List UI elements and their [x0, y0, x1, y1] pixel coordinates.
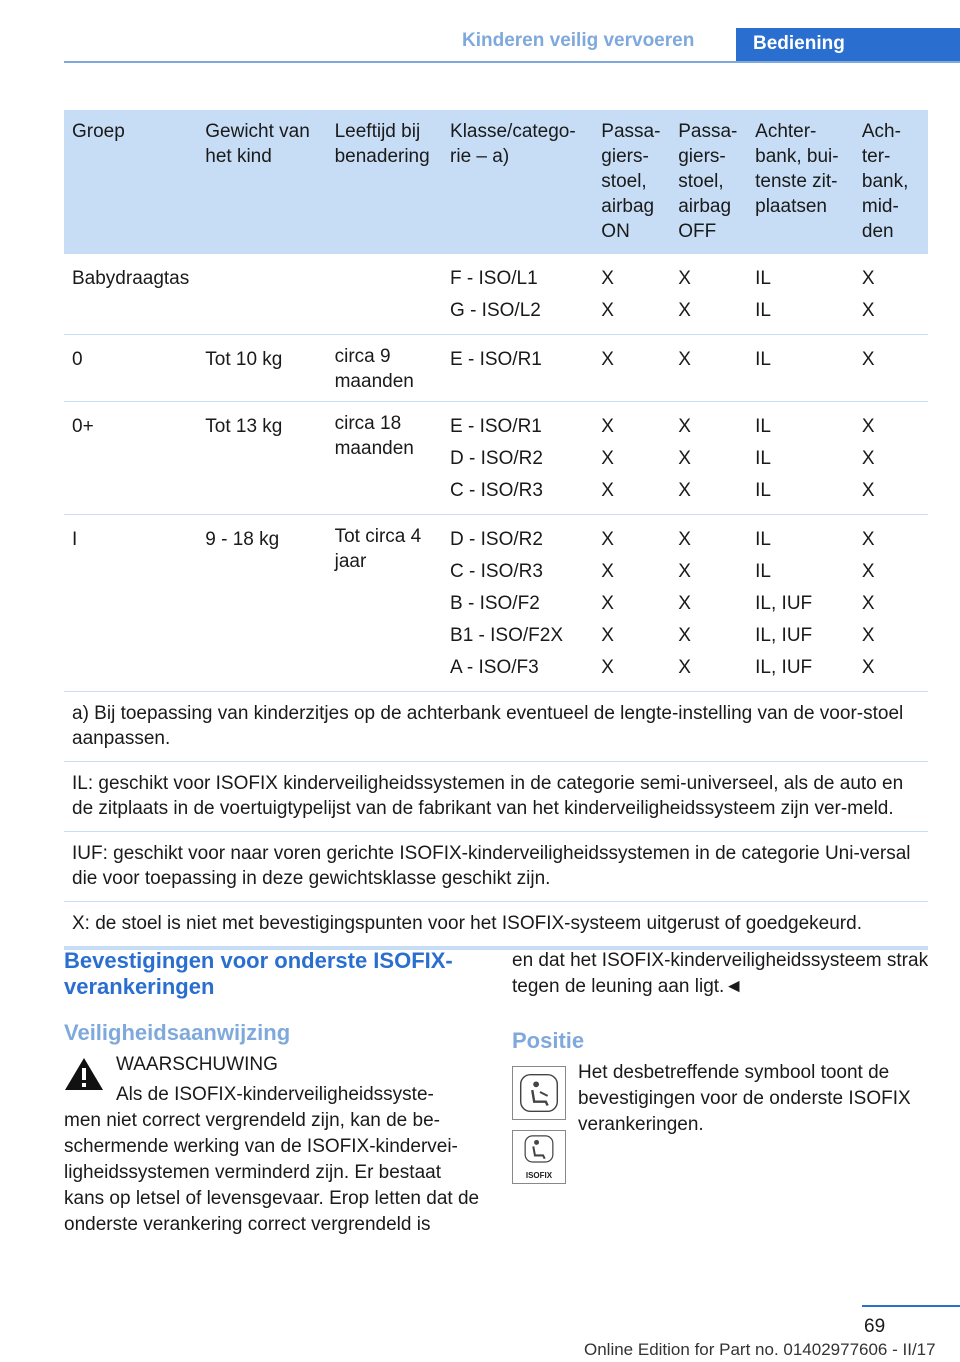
cell-groep: 0+	[64, 402, 197, 515]
cell-line: IL	[755, 448, 771, 469]
cell-line: X	[601, 268, 614, 289]
table-note: IL: geschikt voor ISOFIX kinderveiligheidssystemen in de categorie semi-universeel, als de auto en de zitplaats in de voertuigtypelijst van de fabrikant van het kinderveiligheidssysteem zijn ver-meld.	[64, 762, 928, 832]
cell-off	[670, 402, 747, 515]
isofix-symbol-label: ISOFIX	[525, 1171, 553, 1180]
cell-line: X	[861, 480, 875, 501]
table-note: X: de stoel is niet met bevestigingspunten voor het ISOFIX-systeem uitgerust of goedgekeurd.	[64, 902, 928, 949]
cell-line: IL	[755, 529, 771, 550]
cell-line: X	[601, 529, 614, 550]
cell-gewicht: Tot 13 kg	[197, 402, 326, 515]
cell-klasse	[442, 402, 593, 515]
warning-icon	[64, 1056, 104, 1092]
cell-line: IL, IUF	[755, 593, 813, 614]
cell-off	[670, 515, 747, 692]
cell-on	[593, 402, 670, 515]
cell-line: X	[601, 625, 614, 646]
cell-midden	[854, 335, 928, 402]
cell-line: X	[861, 268, 875, 289]
section-title: Kinderen veilig vervoeren	[462, 30, 695, 51]
cell-line: X	[678, 593, 691, 614]
cell-line: X	[678, 416, 691, 437]
page-number: 69	[864, 1316, 886, 1337]
cell-line: X	[861, 529, 875, 550]
cell-groep: I	[64, 515, 197, 692]
header-achterbank-midden: Ach-ter-bank, mid-den	[854, 110, 928, 254]
cell-line: X	[601, 480, 614, 501]
isofix-seat-icon	[512, 1066, 566, 1120]
right-column	[512, 948, 932, 1200]
isofix-table	[64, 110, 928, 950]
cell-line: A - ISO/F3	[450, 657, 539, 678]
warning-first-line: Als de ISOFIX-kinderveiligheidssyste-	[116, 1084, 434, 1105]
note-row	[64, 762, 928, 832]
header-leeftijd: Leeftijd bij benadering	[327, 110, 442, 254]
cell-line: X	[861, 657, 875, 678]
cell-line: C - ISO/R3	[450, 480, 543, 501]
cell-line: X	[678, 657, 691, 678]
cell-line: IL	[755, 561, 771, 582]
cell-midden	[854, 254, 928, 335]
table-row	[64, 254, 928, 335]
note-row	[64, 692, 928, 762]
header-airbag-off: Passa-giers-stoel, airbag OFF	[670, 110, 747, 254]
cell-leeftijd	[327, 254, 442, 335]
warning-continuation: en dat het ISOFIX-kinderveiligheidssysteem strak tegen de leuning aan ligt.◄	[512, 950, 929, 997]
section-heading: Bevestigingen voor onderste ISOFIX-verankeringen	[64, 948, 453, 999]
cell-line: D - ISO/R2	[450, 529, 543, 550]
warning-label: WAARSCHUWING	[116, 1054, 278, 1075]
table-row	[64, 515, 928, 692]
cell-line: X	[678, 480, 691, 501]
table-row	[64, 335, 928, 402]
cell-line: X	[861, 300, 875, 321]
cell-line: G - ISO/L2	[450, 300, 541, 321]
cell-line: X	[678, 300, 691, 321]
cell-leeftijd: circa 18 maanden	[327, 402, 442, 515]
cell-gewicht: Tot 10 kg	[197, 335, 326, 402]
header-divider	[64, 61, 960, 63]
position-heading: Positie	[512, 1028, 585, 1053]
header-airbag-on: Passa-giers-stoel, airbag ON	[593, 110, 670, 254]
header-groep: Groep	[64, 110, 197, 254]
cell-on	[593, 515, 670, 692]
footer-divider	[862, 1305, 960, 1307]
cell-line: IL	[755, 300, 771, 321]
cell-klasse	[442, 254, 593, 335]
safety-heading: Veiligheidsaanwijzing	[64, 1020, 291, 1045]
cell-line: IL	[755, 480, 771, 501]
note-row	[64, 902, 928, 949]
note-row	[64, 832, 928, 902]
cell-off	[670, 335, 747, 402]
cell-gewicht: 9 - 18 kg	[197, 515, 326, 692]
cell-line: X	[861, 448, 875, 469]
cell-line: X	[861, 349, 875, 370]
table-header-row	[64, 110, 928, 254]
cell-line: X	[861, 561, 875, 582]
page-header	[0, 28, 960, 62]
cell-line: X	[601, 593, 614, 614]
cell-line: X	[601, 657, 614, 678]
header-achterbank-buiten: Achter-bank, bui-tenste zit-plaatsen	[747, 110, 854, 254]
cell-line: X	[678, 529, 691, 550]
cell-on	[593, 254, 670, 335]
cell-line: IL	[755, 268, 771, 289]
cell-line: X	[678, 625, 691, 646]
cell-line: F - ISO/L1	[450, 268, 538, 289]
cell-line: IL, IUF	[755, 657, 813, 678]
warning-text: men niet correct vergrendeld zijn, kan de be-schermende werking van de ISOFIX-kindervei-ligheidssystemen verminderd zijn. Er bestaat kans op letsel of levensgevaar. Erop letten dat de onderste verankering correct vergrendeld is	[64, 1110, 480, 1235]
cell-leeftijd: circa 9 maanden	[327, 335, 442, 402]
cell-line: IL, IUF	[755, 625, 813, 646]
cell-line: X	[601, 349, 614, 370]
cell-line: IL	[755, 416, 771, 437]
table-row	[64, 402, 928, 515]
cell-buiten	[747, 402, 854, 515]
cell-line: X	[678, 268, 691, 289]
left-column	[64, 948, 480, 1238]
warning-block	[64, 1052, 480, 1238]
cell-midden	[854, 515, 928, 692]
cell-line: X	[601, 448, 614, 469]
cell-buiten	[747, 335, 854, 402]
cell-on	[593, 335, 670, 402]
header-klasse: Klasse/catego-rie – a)	[442, 110, 593, 254]
cell-line: IL	[755, 349, 771, 370]
table-note: IUF: geschikt voor naar voren gerichte ISOFIX-kinderveiligheidssystemen in de categorie Uni-versal die voor toepassing in deze gewichtsklasse geschikt zijn.	[64, 832, 928, 902]
cell-groep: 0	[64, 335, 197, 402]
edition-text: Online Edition for Part no. 01402977606 - II/17	[584, 1340, 936, 1359]
cell-midden	[854, 402, 928, 515]
cell-klasse	[442, 515, 593, 692]
cell-line: D - ISO/R2	[450, 448, 543, 469]
header-gewicht: Gewicht van het kind	[197, 110, 326, 254]
cell-line: E - ISO/R1	[450, 349, 542, 370]
cell-buiten	[747, 254, 854, 335]
cell-line: X	[861, 593, 875, 614]
cell-line: X	[678, 349, 691, 370]
cell-line: B - ISO/F2	[450, 593, 540, 614]
cell-line: X	[601, 561, 614, 582]
cell-line: X	[678, 448, 691, 469]
cell-line: X	[861, 416, 875, 437]
cell-line: X	[861, 625, 875, 646]
cell-line: E - ISO/R1	[450, 416, 542, 437]
chapter-tab: Bediening	[736, 28, 960, 61]
cell-buiten	[747, 515, 854, 692]
cell-line: X	[678, 561, 691, 582]
cell-line: C - ISO/R3	[450, 561, 543, 582]
cell-line: X	[601, 416, 614, 437]
table-note: a) Bij toepassing van kinderzitjes op de achterbank eventueel de lengte-instelling van de voor-stoel aanpassen.	[64, 692, 928, 762]
cell-leeftijd: Tot circa 4 jaar	[327, 515, 442, 692]
position-text: Het desbetreffende symbool toont de bevestigingen voor de onderste ISOFIX verankeringen.	[578, 1062, 911, 1135]
cell-groep: Babydraagtas	[64, 254, 197, 335]
symbol-block	[512, 1060, 932, 1200]
cell-line: B1 - ISO/F2X	[450, 625, 563, 646]
isofix-anchor-icon	[512, 1130, 566, 1184]
cell-line: X	[601, 300, 614, 321]
cell-off	[670, 254, 747, 335]
cell-klasse	[442, 335, 593, 402]
cell-gewicht	[197, 254, 326, 335]
